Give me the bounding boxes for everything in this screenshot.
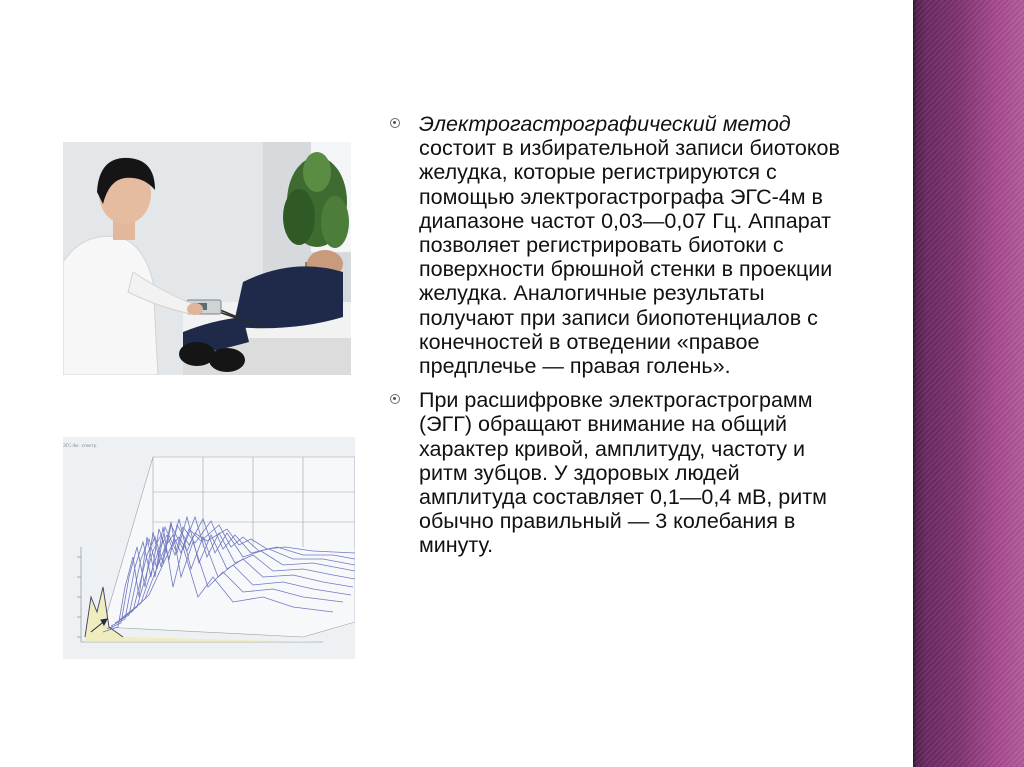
bullet-italic-lead: Электрогастрографический метод — [419, 112, 791, 136]
egg-spectrum-graph — [63, 437, 355, 659]
bullet-circle-icon — [390, 394, 400, 404]
bullet-egg-interpretation — [388, 388, 848, 557]
bullet-text: При расшифровке электрогастрограмм (ЭГГ) обращают внимание на общий характер кривой, амплитуду, частоту и ритм зубцов. У здоровых людей амплитуда составляет 0,1—0,4 мВ, ритм обычно правильный — 3 колебания в минуту. — [419, 388, 827, 558]
decorative-side-stripe — [913, 0, 1024, 767]
bullet-circle-icon — [390, 118, 400, 128]
bullet-text: состоит в избирательной записи биотоков желудка, которые регистрируются с помощью электрогастрографа ЭГС-4м в диапазоне частот 0,03—0,07 Гц. Аппарат позволяет регистрировать биотоки с поверхности брюшной стенки в проекции желудка. Аналогичные результаты получают при записи биопотенциалов с конечностей в отведении «правое предплечье — правая голень». — [419, 136, 840, 379]
svg-text:ЭГС-4м · спектр: ЭГС-4м · спектр — [63, 443, 97, 448]
photo-egg-procedure — [63, 142, 351, 375]
spectrum-illustration — [63, 437, 355, 659]
bullet-egg-method — [388, 112, 848, 378]
slide-content — [388, 112, 848, 568]
photo-illustration — [63, 142, 351, 375]
